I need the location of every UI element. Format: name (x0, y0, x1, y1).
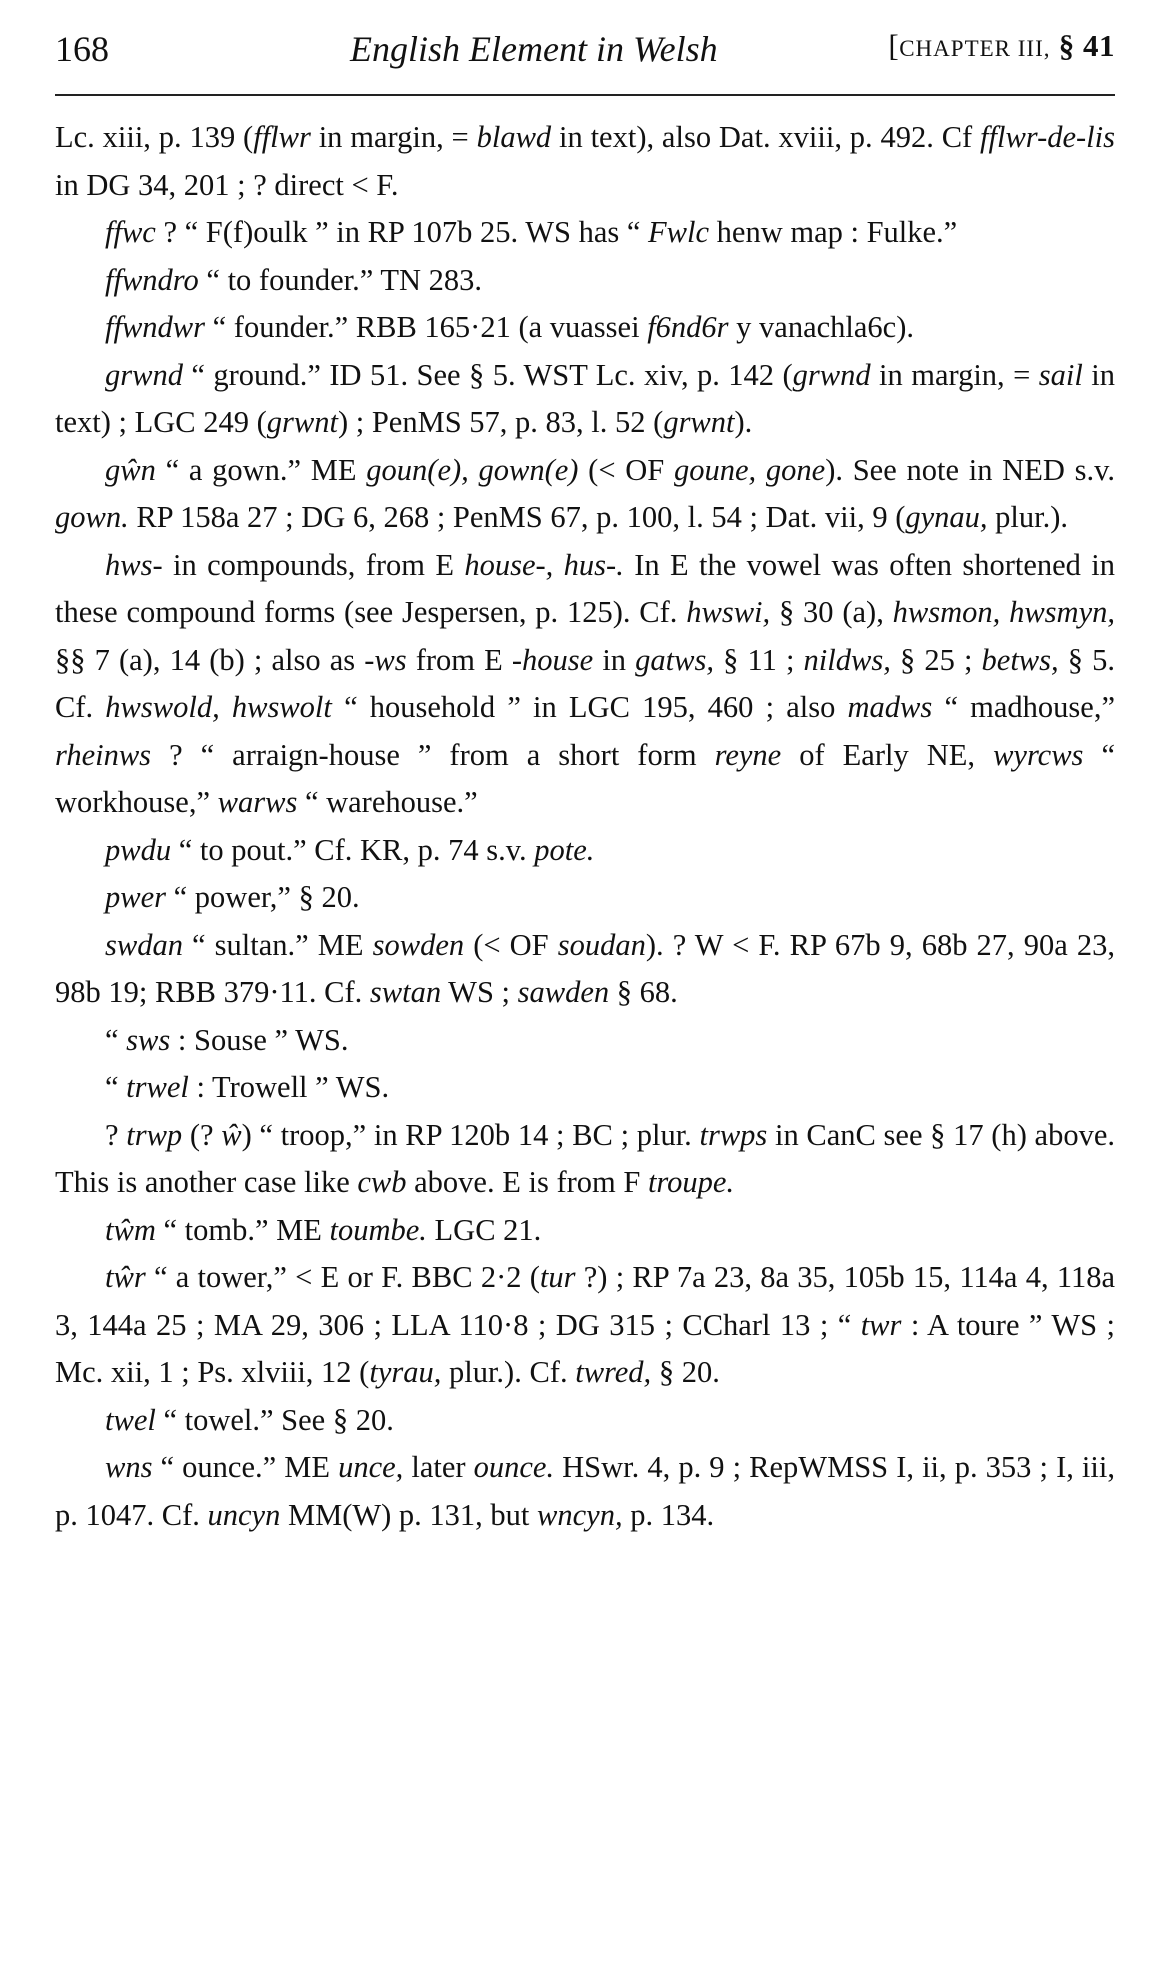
italic-term: cwb (357, 1165, 407, 1199)
chapter-reference (888, 28, 1115, 64)
italic-term: grwnt (266, 405, 338, 439)
italic-term: grwnd (105, 357, 183, 392)
entry-paragraph (55, 304, 1115, 352)
text-run: “ sultan.” ME (182, 927, 373, 962)
italic-term: grwnt (663, 405, 735, 439)
text-run: p. 134. (622, 1497, 715, 1532)
entry-paragraph (55, 922, 1115, 1017)
text-run: “ ground.” ID 51. See § 5. WST Lc. xiv, p. 142 ( (182, 357, 793, 392)
italic-term: sail (1038, 357, 1083, 392)
text-run: in DG 34, 201 ; ? direct < F. (55, 167, 399, 202)
text-run: MM(W) p. 131, but (280, 1497, 538, 1532)
italic-term: wns (105, 1450, 153, 1484)
text-run: RP 158a 27 ; DG 6, 268 ; PenMS 67, p. 100, l. 54 ; Dat. vii, 9 ( (128, 500, 906, 534)
italic-term: gŵn (105, 452, 156, 487)
italic-term: gynau, (905, 500, 988, 534)
italic-term: reyne (714, 737, 782, 772)
italic-term: rheinws (55, 737, 152, 772)
text-run: in text) ; LGC 249 ( (55, 357, 1115, 439)
italic-term: soudan (557, 927, 646, 962)
text-run: (< OF (578, 452, 674, 487)
text-run: “ workhouse,” (55, 737, 1115, 819)
text-run: : Trowell ” WS. (188, 1070, 390, 1104)
italic-term: ounce. (473, 1450, 555, 1484)
text-run: “ to founder.” TN 283. (198, 262, 482, 297)
text-run: “ tomb.” ME (155, 1212, 330, 1247)
text-run: “ to pout.” Cf. KR, p. 74 s.v. (171, 832, 535, 867)
italic-term: hwsmon, hwsmyn, (892, 595, 1115, 629)
italic-term: troupe. (647, 1165, 735, 1199)
text-run: § 11 ; (713, 642, 804, 677)
italic-term: -ws (364, 642, 407, 677)
text-run: in (593, 642, 636, 677)
italic-term: Fwlc (648, 215, 710, 249)
entry-paragraph (55, 209, 1115, 257)
text-run: “ madhouse,” (932, 690, 1115, 724)
text-run: from E (406, 642, 512, 677)
italic-term: grwnd (792, 357, 871, 392)
text-run: : A toure ” WS ; Mc. xii, 1 ; Ps. xlviii, 12 ( (55, 1307, 1115, 1389)
text-run: y vanachla6c). (728, 310, 914, 344)
text-run: “ towel.” See § 20. (155, 1402, 394, 1437)
italic-term: trwps (699, 1117, 768, 1152)
text-run: in margin, = (310, 120, 477, 154)
entry-paragraph (55, 874, 1115, 922)
italic-term: goune, gone (674, 452, 826, 487)
italic-term: goun(e), gown(e) (366, 452, 579, 487)
text-run: ). See note in NED s.v. (825, 452, 1115, 487)
italic-term: tur (539, 1260, 576, 1294)
text-run: in compounds, from E (162, 547, 465, 582)
entry-paragraph (55, 1254, 1115, 1397)
italic-term: ffwndwr (105, 310, 206, 344)
text-run: In E the vowel was often shortened in these compound forms (see Jespersen, p. 125). Cf. (55, 547, 1115, 629)
text-run: plur.). Cf. (441, 1355, 576, 1389)
italic-term: twred, (575, 1355, 652, 1389)
italic-term: twel (105, 1402, 156, 1437)
italic-term: hwswi, (686, 595, 771, 629)
text-run: § 5. Cf. (55, 642, 1115, 724)
italic-term: ffwc (105, 215, 156, 249)
italic-term: uncyn (207, 1497, 281, 1532)
entry-paragraph (55, 1397, 1115, 1445)
page-number: 168 (55, 29, 109, 69)
italic-term: ŵ (221, 1117, 242, 1152)
italic-term: house-, hus-. (464, 547, 624, 582)
entry-paragraph (55, 1064, 1115, 1112)
entry-paragraph (55, 352, 1115, 447)
italic-term: pwdu (105, 832, 172, 867)
entry-paragraph (55, 1017, 1115, 1065)
text-run: § 20. (651, 1355, 720, 1389)
text-run: above. E is from F (406, 1165, 648, 1199)
text-run: §§ 7 (a), 14 (b) ; also as (55, 642, 365, 677)
text-run: ) ; PenMS 57, p. 83, l. 52 ( (337, 405, 664, 439)
italic-term: -house (511, 642, 594, 677)
text-run: ? “ F(f)oulk ” in RP 107b 25. WS has “ (155, 215, 649, 249)
text-run: “ (105, 1022, 127, 1057)
italic-term: gown. (55, 500, 129, 534)
text-run: “ warehouse.” (297, 785, 478, 819)
entry-paragraph (55, 1112, 1115, 1207)
italic-term: wyrcws (993, 737, 1084, 772)
italic-term: swdan (105, 927, 183, 962)
text-run: in CanC see § 17 (h) above. This is another case like (55, 1117, 1116, 1199)
italic-term: hws- (105, 547, 163, 582)
text-body (55, 114, 1115, 1539)
text-run: “ a gown.” ME (155, 452, 367, 487)
italic-term: gatws, (635, 642, 714, 677)
text-run: henw map : Fulke.” (709, 215, 958, 249)
italic-term: twr (860, 1307, 902, 1342)
italic-term: trwel (126, 1070, 189, 1104)
text-run: ). ? W < F. RP 67b 9, 68b 27, 90a 23, 98b 19; RBB 379·11. Cf. (55, 927, 1115, 1009)
italic-term: hwswold, hwswolt (105, 690, 332, 724)
italic-term: fflwr-de-lis (980, 120, 1115, 154)
chapter-bracket: [ (888, 28, 900, 63)
chapter-label: CHAPTER III, (899, 36, 1051, 61)
italic-term: fflwr (253, 120, 311, 154)
running-title: English Element in Welsh (350, 29, 718, 69)
text-run: “ a tower,” < E or F. BBC 2·2 ( (145, 1260, 540, 1294)
text-run: “ (105, 1070, 127, 1104)
section-number: § 41 (1058, 28, 1115, 63)
header-rule (55, 94, 1115, 96)
entry-paragraph (55, 827, 1115, 875)
text-run: LGC 21. (426, 1212, 542, 1247)
entry-paragraph (55, 1207, 1115, 1255)
text-run: in margin, = (870, 357, 1039, 392)
text-run: ). (734, 405, 753, 439)
running-header (55, 28, 1115, 88)
italic-term: sawden (517, 975, 610, 1009)
italic-term: ffwndro (105, 262, 199, 297)
italic-term: tyrau, (369, 1355, 442, 1389)
entry-paragraph (55, 447, 1115, 542)
text-run: ? (105, 1117, 127, 1152)
italic-term: f6nd6r (647, 310, 729, 344)
text-run: (? (182, 1117, 222, 1152)
italic-term: nildws, (803, 642, 891, 677)
italic-term: warws (217, 785, 298, 819)
italic-term: swtan (369, 975, 442, 1009)
italic-term: betws, (981, 642, 1059, 677)
text-run: plur.). (987, 500, 1069, 534)
text-run: HSwr. 4, p. 9 ; RepWMSS I, ii, p. 353 ; I, iii, p. 1047. Cf. (55, 1450, 1115, 1532)
text-run: “ household ” in LGC 195, 460 ; also (331, 690, 848, 724)
text-run: “ founder.” RBB 165·21 (a vuassei (205, 310, 648, 344)
italic-term: toumbe. (329, 1212, 427, 1247)
italic-term: tŵr (105, 1260, 146, 1294)
text-run: WS ; (441, 975, 518, 1009)
text-run: § 68. (609, 975, 678, 1009)
text-run: ) “ troop,” in RP 120b 14 ; BC ; plur. (241, 1117, 700, 1152)
text-run: § 25 ; (890, 642, 982, 677)
italic-term: pwer (105, 880, 166, 914)
italic-term: wncyn, (537, 1497, 623, 1532)
entry-paragraph (55, 114, 1115, 209)
page (55, 28, 1115, 1539)
text-run: (< OF (464, 927, 558, 962)
italic-term: blawd (476, 120, 552, 154)
italic-term: unce, (338, 1450, 404, 1484)
text-run: “ power,” § 20. (166, 880, 360, 914)
text-run: of Early NE, (781, 737, 994, 772)
text-run: : Souse ” WS. (170, 1022, 349, 1057)
italic-term: sowden (372, 927, 465, 962)
text-run: “ ounce.” ME (152, 1450, 339, 1484)
text-run: later (403, 1450, 474, 1484)
italic-term: madws (847, 690, 933, 724)
text-run: Lc. xiii, p. 139 ( (55, 120, 254, 154)
entry-paragraph (55, 257, 1115, 305)
italic-term: pote. (534, 832, 595, 867)
text-run: ? “ arraign-house ” from a short form (151, 737, 715, 772)
text-run: in text), also Dat. xviii, p. 492. Cf (551, 120, 981, 154)
text-run: ?) ; RP 7a 23, 8a 35, 105b 15, 114a 4, 118a 3, 144a 25 ; MA 29, 306 ; LLA 110·8 ; DG 315 ; CCharl 13 ; “ (55, 1260, 1116, 1342)
italic-term: tŵm (105, 1212, 156, 1247)
italic-term: trwp (126, 1117, 183, 1152)
entry-paragraph (55, 542, 1115, 827)
text-run: § 30 (a), (770, 595, 893, 629)
italic-term: sws (126, 1022, 171, 1057)
entry-paragraph (55, 1444, 1115, 1539)
